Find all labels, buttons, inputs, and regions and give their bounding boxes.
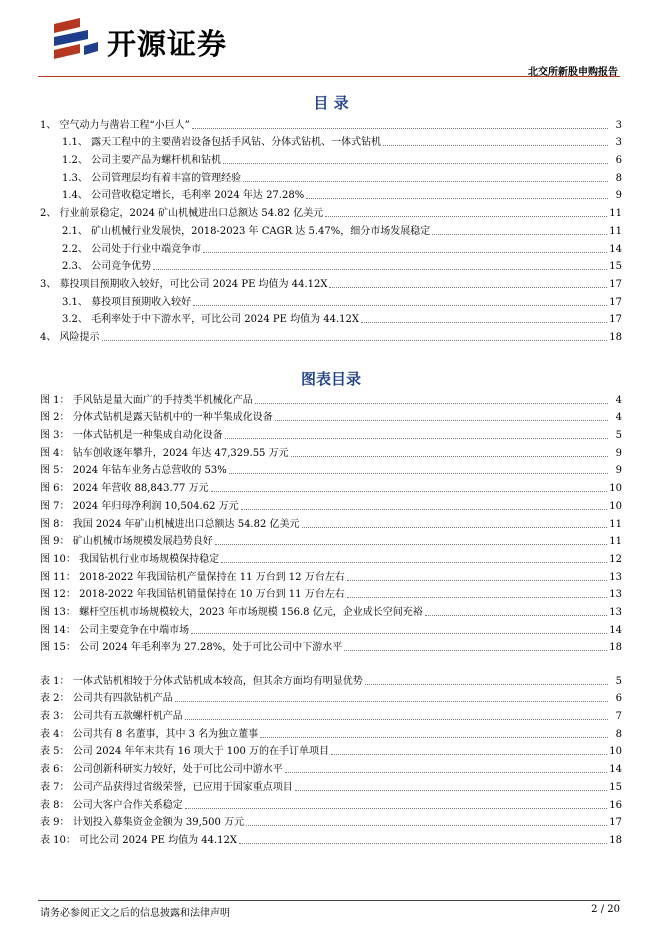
toc-entry[interactable] xyxy=(40,114,622,132)
toc-leader-dots xyxy=(285,772,608,773)
toc-leader-dots xyxy=(246,825,607,826)
toc-leader-dots xyxy=(239,843,607,844)
header-divider xyxy=(38,76,620,77)
toc-entry-label: 图 1： 手风钻是量大面广的手持类半机械化产品 xyxy=(40,394,253,406)
toc-entry[interactable] xyxy=(40,442,622,460)
toc-entry-label: 3、 募投项目预期收入较好，可比公司 2024 PE 均值为 44.12X xyxy=(40,278,328,290)
toc-entry-label: 图 8： 我国 2024 年矿山机械进出口总额达 54.82 亿美元 xyxy=(40,518,300,530)
toc-entry-page: 9 xyxy=(615,190,622,202)
toc-entry[interactable] xyxy=(40,776,622,794)
toc-entry-label: 图 3： 一体式钻机是一种集成自动化设备 xyxy=(40,430,223,442)
toc-entry-page: 8 xyxy=(615,728,622,740)
toc-entry[interactable] xyxy=(40,220,622,238)
toc-leader-dots xyxy=(347,580,608,581)
toc-entry-label: 图 14： 公司主要竞争在中端市场 xyxy=(40,624,190,636)
toc-entry[interactable] xyxy=(40,424,622,442)
toc-entry-label: 图 4： 钻车创收逐年攀升，2024 年达 47,329.55 万元 xyxy=(40,447,289,459)
toc-entry-page: 14 xyxy=(609,764,622,776)
toc-entry-label: 图 10： 我国钻机行业市场规模保持稳定 xyxy=(40,553,220,565)
toc-entry-page: 13 xyxy=(609,589,622,601)
toc-leader-dots xyxy=(306,198,608,199)
toc-entry[interactable] xyxy=(40,758,622,776)
toc-entry-page: 5 xyxy=(615,430,622,442)
toc-leader-dots xyxy=(425,615,608,616)
toc-entry[interactable] xyxy=(40,238,622,256)
toc-entry-page: 6 xyxy=(615,693,622,705)
toc-entry[interactable] xyxy=(40,812,622,830)
contents-title: 目 录 xyxy=(313,94,349,112)
toc-entry-label: 表 1： 一体式钻机相较于分体式钻机成本较高，但其余方面均有明显优势 xyxy=(40,675,363,687)
toc-leader-dots xyxy=(175,701,608,702)
toc-entry[interactable] xyxy=(40,670,622,688)
toc-entry[interactable] xyxy=(40,548,622,566)
toc-leader-dots xyxy=(243,181,608,182)
toc-leader-dots xyxy=(223,163,608,164)
toc-entry[interactable] xyxy=(40,273,622,291)
toc-entry-page: 17 xyxy=(609,817,622,829)
report-type: 北交所新股申购报告 xyxy=(528,67,618,78)
toc-leader-dots xyxy=(203,252,607,253)
toc-entry-label: 图 9： 矿山机械市场规模发展趋势良好 xyxy=(40,536,213,548)
toc-entry-page: 4 xyxy=(615,412,622,424)
toc-entry-label: 图 2： 分体式钻机是露天钻机中的一种半集成化设备 xyxy=(40,412,273,424)
toc-entry-label: 表 6： 公司创新科研实力较好，处于可比公司中游水平 xyxy=(40,764,283,776)
toc-entry[interactable] xyxy=(40,326,622,344)
toc-entry-page: 10 xyxy=(609,500,622,512)
toc-entry-label: 表 10： 可比公司 2024 PE 均值为 44.12X xyxy=(40,834,238,846)
toc-entry-label: 3.2、 毛利率处于中下游水平，可比公司 2024 PE 均值为 44.12X xyxy=(62,314,360,326)
toc-entry-label: 4、 风险提示 xyxy=(40,331,100,343)
toc-leader-dots xyxy=(325,216,607,217)
toc-entry[interactable] xyxy=(40,460,622,478)
toc-leader-dots xyxy=(432,234,607,235)
toc-entry-label: 2、 行业前景稳定，2024 矿山机械进出口总额达 54.82 亿美元 xyxy=(40,208,324,220)
figures-title: 图表目录 xyxy=(300,370,361,388)
toc-entry-page: 13 xyxy=(609,571,622,583)
toc-leader-dots xyxy=(192,128,608,129)
toc-leader-dots xyxy=(153,269,607,270)
toc-leader-dots xyxy=(102,340,608,341)
toc-leader-dots xyxy=(347,597,608,598)
toc-entry-page: 11 xyxy=(609,536,622,548)
page-number: 2 / 20 xyxy=(591,904,620,915)
toc-entry-page: 10 xyxy=(609,746,622,758)
toc-entry-page: 8 xyxy=(615,172,622,184)
toc-leader-dots xyxy=(191,633,607,634)
toc-entry-page: 17 xyxy=(609,296,622,308)
toc-entry-page: 11 xyxy=(609,208,622,220)
toc-entry-page: 3 xyxy=(615,137,622,149)
contents-list xyxy=(40,114,622,344)
toc-entry-label: 表 4： 公司共有 8 名董事，其中 3 名为独立董事 xyxy=(40,728,259,740)
company-logo xyxy=(52,18,252,68)
toc-entry-page: 9 xyxy=(615,465,622,477)
toc-entry-label: 图 12： 2018-2022 年我国钻机销量保持在 10 万台到 11 万台左右 xyxy=(40,589,345,601)
toc-entry[interactable] xyxy=(40,688,622,706)
toc-entry-label: 表 8： 公司大客户合作关系稳定 xyxy=(40,799,183,811)
toc-entry-label: 1.1、 露天工程中的主要凿岩设备包括手风钻、分体式钻机、一体式钻机 xyxy=(62,137,382,149)
toc-leader-dots xyxy=(275,420,608,421)
toc-leader-dots xyxy=(331,754,607,755)
toc-entry-label: 表 7： 公司产品获得过省级荣誉，已应用于国家重点项目 xyxy=(40,781,293,793)
toc-leader-dots xyxy=(383,145,608,146)
toc-entry[interactable] xyxy=(40,705,622,723)
toc-entry-label: 1.3、 公司管理层均有着丰富的管理经验 xyxy=(62,172,242,184)
toc-entry[interactable] xyxy=(40,477,622,495)
toc-entry-label: 2.3、 公司竞争优势 xyxy=(62,261,152,273)
toc-entry-label: 表 2： 公司共有四款钻机产品 xyxy=(40,693,173,705)
toc-leader-dots xyxy=(211,491,608,492)
toc-leader-dots xyxy=(241,509,608,510)
toc-entry[interactable] xyxy=(40,584,622,602)
toc-leader-dots xyxy=(229,473,608,474)
toc-entry-page: 5 xyxy=(615,675,622,687)
toc-entry[interactable] xyxy=(40,309,622,327)
toc-entry-label: 图 11： 2018-2022 年我国钻机产量保持在 11 万台到 12 万台左右 xyxy=(40,571,345,583)
toc-entry-page: 11 xyxy=(609,518,622,530)
toc-entry-label: 1.4、 公司营收稳定增长，毛利率 2024 年达 27.28% xyxy=(62,190,305,202)
toc-leader-dots xyxy=(344,650,607,651)
toc-leader-dots xyxy=(185,719,608,720)
toc-entry-page: 7 xyxy=(615,711,622,723)
toc-entry[interactable] xyxy=(40,741,622,759)
toc-leader-dots xyxy=(302,527,608,528)
toc-entry-page: 13 xyxy=(609,606,622,618)
toc-entry-page: 4 xyxy=(615,394,622,406)
toc-entry[interactable] xyxy=(40,256,622,274)
toc-leader-dots xyxy=(225,438,608,439)
toc-entry-label: 表 5： 公司 2024 年年末共有 16 项大于 100 万的在手订单项目 xyxy=(40,746,330,758)
toc-entry-page: 18 xyxy=(609,834,622,846)
toc-entry[interactable] xyxy=(40,566,622,584)
toc-entry-label: 3.1、 募投项目预期收入较好 xyxy=(62,296,192,308)
toc-entry[interactable] xyxy=(40,495,622,513)
footer-disclaimer: 请务必参阅正文之后的信息披露和法律声明 xyxy=(40,908,230,919)
toc-entry[interactable] xyxy=(40,389,622,407)
toc-entry[interactable] xyxy=(40,132,622,150)
toc-leader-dots xyxy=(295,790,608,791)
toc-entry-page: 9 xyxy=(615,447,622,459)
tables-list xyxy=(40,670,622,847)
toc-leader-dots xyxy=(329,287,607,288)
toc-entry[interactable] xyxy=(40,185,622,203)
toc-leader-dots xyxy=(260,737,608,738)
logo-mark-icon xyxy=(52,18,102,64)
toc-entry-label: 2.1、 矿山机械行业发展快，2018-2023 年 CAGR 达 5.47%，细分市场发展稳定 xyxy=(62,225,431,237)
toc-entry-page: 16 xyxy=(609,799,622,811)
toc-entry-label: 1、 空气动力与凿岩工程“小巨人” xyxy=(40,119,190,131)
toc-entry[interactable] xyxy=(40,531,622,549)
toc-entry-page: 11 xyxy=(609,225,622,237)
toc-entry[interactable] xyxy=(40,291,622,309)
toc-leader-dots xyxy=(291,456,608,457)
toc-entry-label: 图 13： 螺杆空压机市场规模较大，2023 年市场规模 156.8 亿元，企业成长空间充裕 xyxy=(40,606,423,618)
toc-leader-dots xyxy=(361,322,607,323)
toc-leader-dots xyxy=(193,305,607,306)
toc-leader-dots xyxy=(255,403,608,404)
toc-entry-label: 2.2、 公司处于行业中端竞争市 xyxy=(62,243,202,255)
toc-entry-page: 10 xyxy=(609,483,622,495)
toc-entry-page: 17 xyxy=(609,278,622,290)
toc-entry-label: 图 15： 公司 2024 年毛利率为 27.28%，处于可比公司中下游水平 xyxy=(40,642,343,654)
toc-entry-page: 14 xyxy=(609,624,622,636)
toc-entry-label: 图 7： 2024 年归母净利润 10,504.62 万元 xyxy=(40,500,239,512)
toc-entry-label: 图 5： 2024 年钻车业务占总营收的 53% xyxy=(40,465,227,477)
footer-divider xyxy=(38,900,620,901)
toc-entry[interactable] xyxy=(40,149,622,167)
toc-entry[interactable] xyxy=(40,723,622,741)
toc-entry[interactable] xyxy=(40,202,622,220)
toc-entry-label: 表 3： 公司共有五款螺杆机产品 xyxy=(40,711,183,723)
toc-entry[interactable] xyxy=(40,637,622,655)
toc-entry-label: 表 9： 计划投入募集资金金额为 39,500 万元 xyxy=(40,817,245,829)
toc-entry-label: 图 6： 2024 年营收 88,843.77 万元 xyxy=(40,483,209,495)
toc-entry[interactable] xyxy=(40,407,622,425)
toc-entry-label: 1.2、 公司主要产品为螺杆机和钻机 xyxy=(62,155,222,167)
company-name: 开源证券 xyxy=(107,27,228,61)
toc-entry-page: 15 xyxy=(609,261,622,273)
toc-entry-page: 17 xyxy=(609,314,622,326)
toc-entry-page: 14 xyxy=(609,243,622,255)
toc-leader-dots xyxy=(185,808,608,809)
toc-entry-page: 18 xyxy=(609,642,622,654)
toc-entry[interactable] xyxy=(40,167,622,185)
figures-list xyxy=(40,389,622,654)
page-header xyxy=(0,0,662,80)
toc-entry[interactable] xyxy=(40,619,622,637)
toc-entry[interactable] xyxy=(40,601,622,619)
toc-entry-page: 18 xyxy=(609,331,622,343)
toc-entry-page: 6 xyxy=(615,155,622,167)
toc-leader-dots xyxy=(365,684,608,685)
toc-entry[interactable] xyxy=(40,794,622,812)
toc-entry[interactable] xyxy=(40,829,622,847)
toc-entry-page: 3 xyxy=(615,119,622,131)
toc-entry-page: 15 xyxy=(609,781,622,793)
toc-entry-page: 12 xyxy=(609,553,622,565)
toc-leader-dots xyxy=(221,562,607,563)
toc-leader-dots xyxy=(215,544,608,545)
toc-entry[interactable] xyxy=(40,513,622,531)
